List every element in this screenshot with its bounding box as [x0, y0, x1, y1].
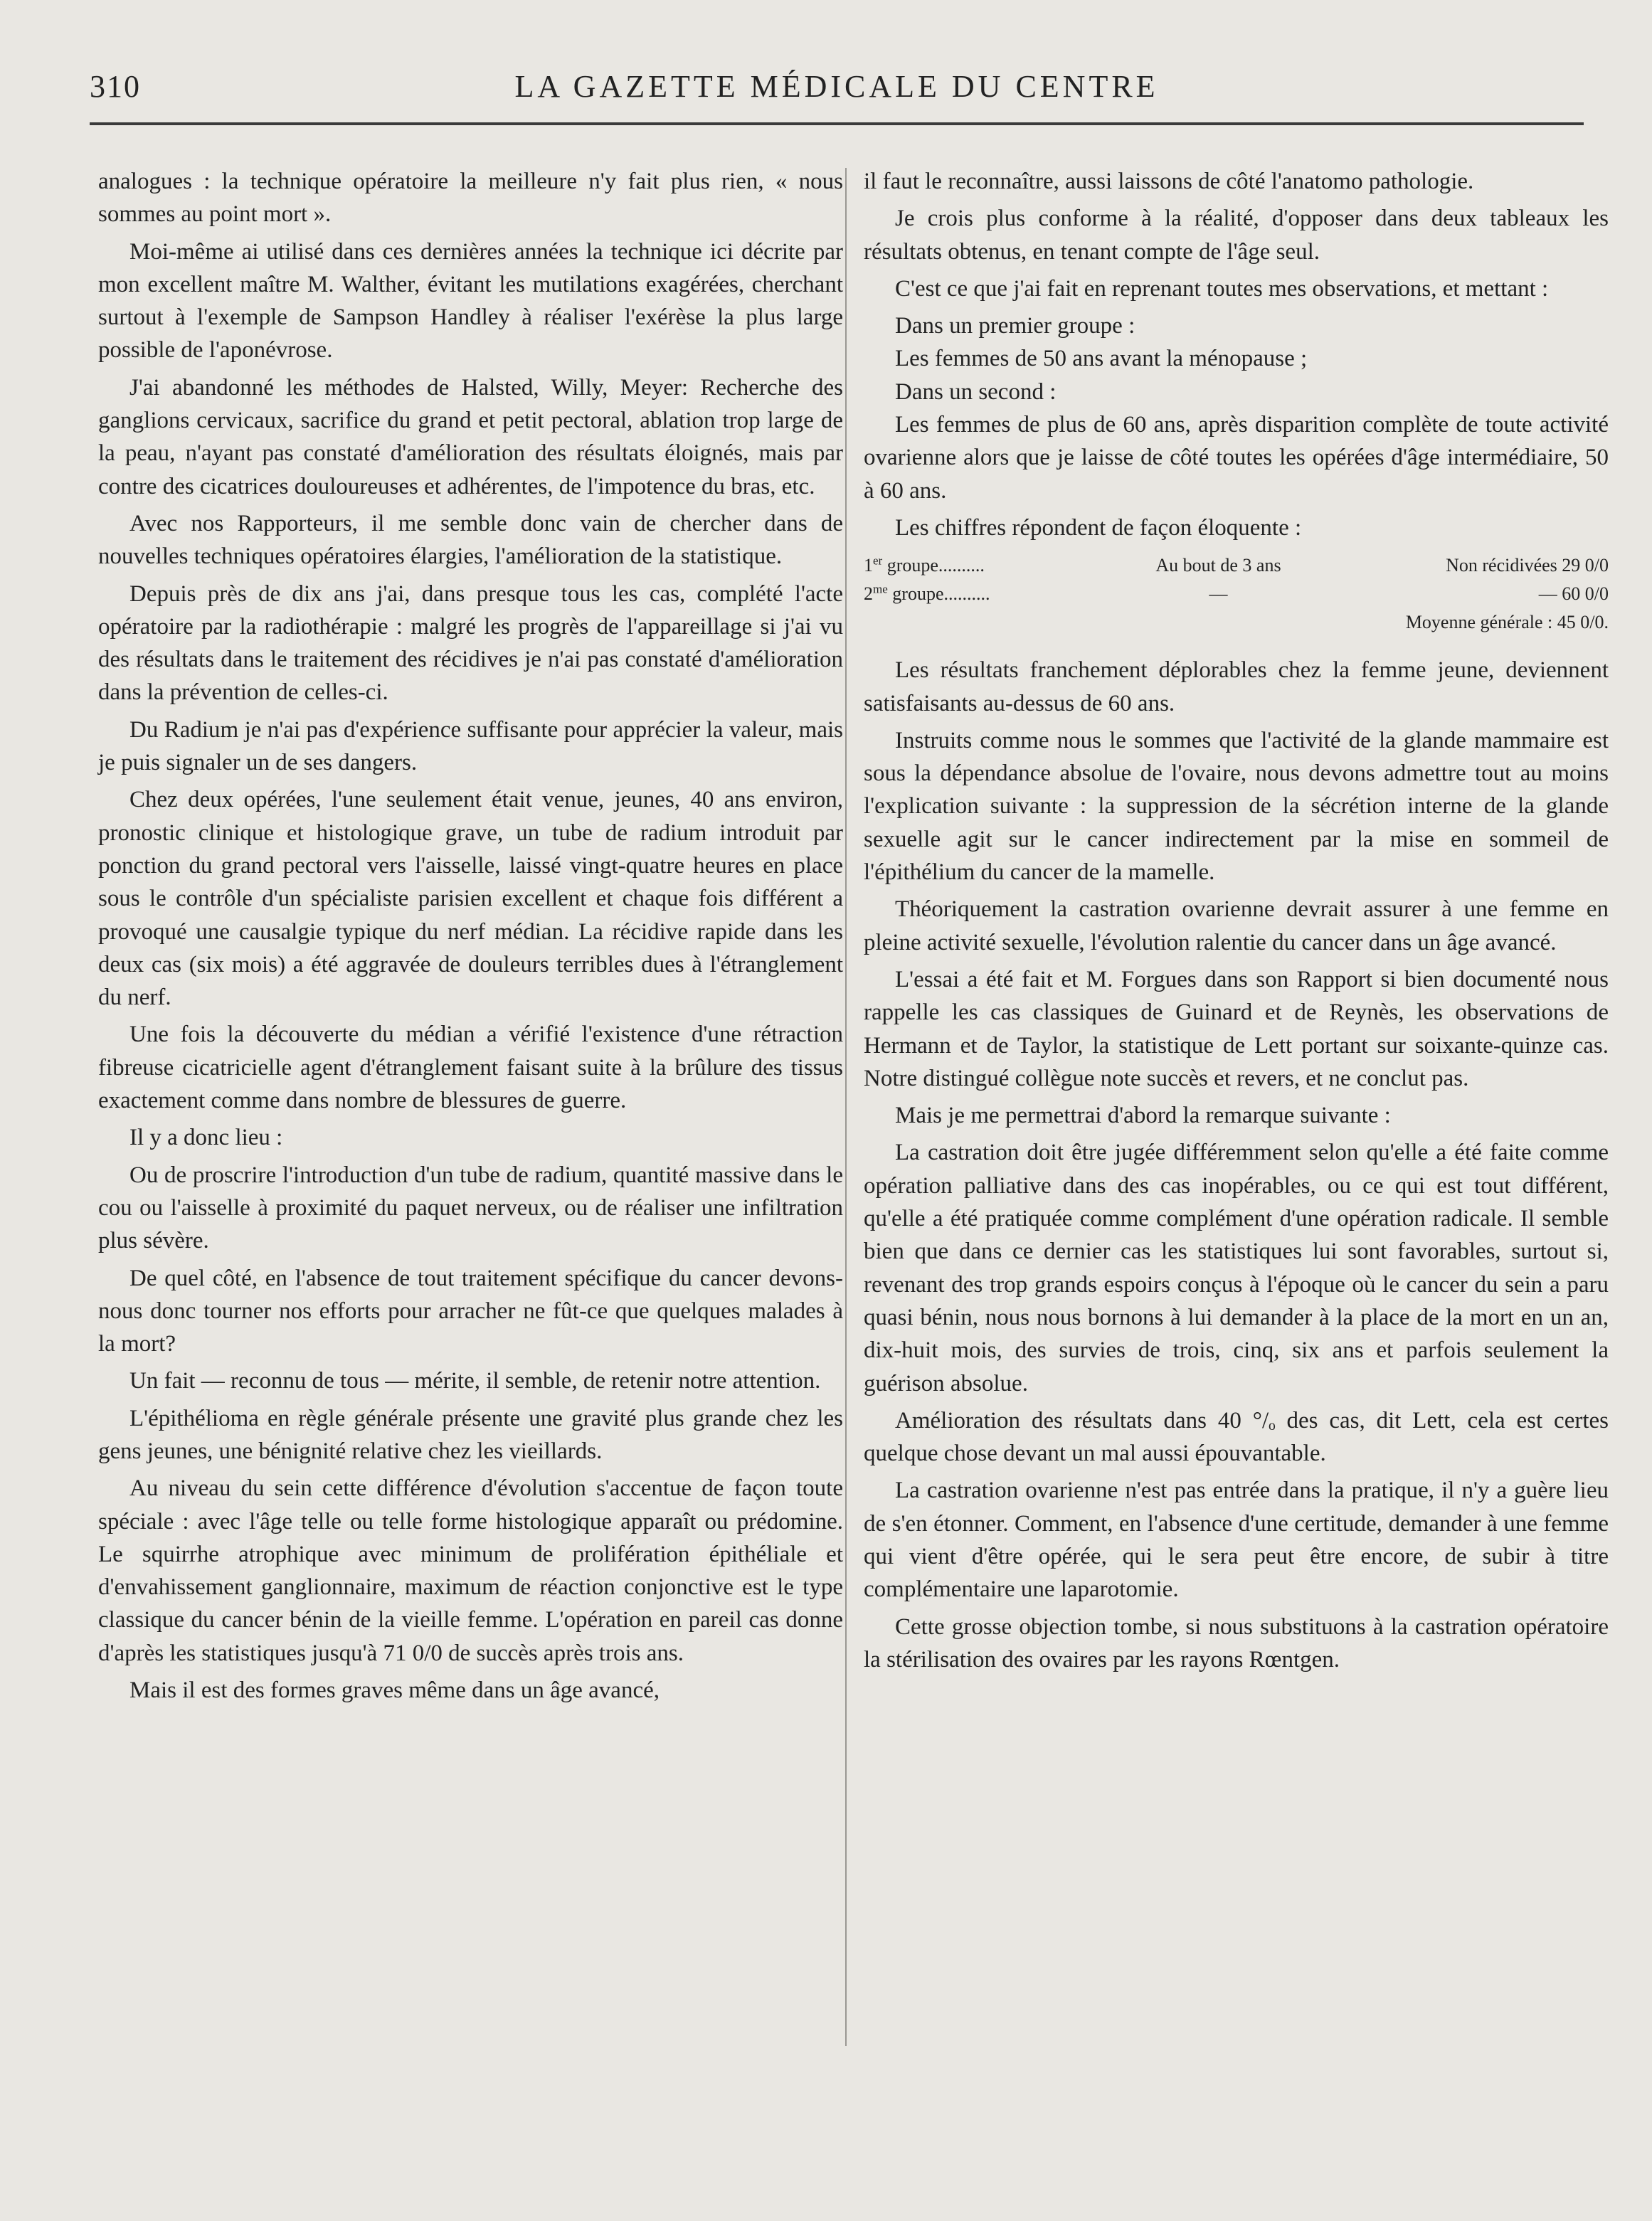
page-header	[90, 68, 1584, 115]
paragraph: Cette grosse objection tombe, si nous substituons à la castration opératoire la stérilisation des ovaires par les rayons Rœntgen.	[864, 1613, 1609, 1673]
table-row	[864, 580, 1609, 608]
paragraph: L'épithélioma en règle générale présente une gravité plus grande chez les gens jeunes, une bénignité relative chez les vieillards.	[98, 1405, 843, 1464]
paragraph: Ou de proscrire l'introduction d'un tube de radium, quantité massive dans le cou ou l'aisselle à proximité du paquet nerveux, ou de réaliser une infiltration plus sévère.	[98, 1162, 843, 1254]
paragraph: Dans un second :	[895, 378, 1057, 405]
paragraph: Depuis près de dix ans j'ai, dans presque tous les cas, complété l'acte opératoire par la radiothérapie : malgré les progrès de l'appareillage si j'ai vu des résultats dans le traitement des récidives je n'ai pas constaté d'amélioration dans la prévention de celles-ci.	[98, 581, 843, 706]
paragraph: Dans un premier groupe :	[895, 313, 1135, 339]
paragraph: Amélioration des résultats dans 40 °/ₒ des cas, dit Lett, cela est certes quelque chose devant un mal aussi épouvantable.	[864, 1407, 1609, 1467]
paragraph: Moi-même ai utilisé dans ces dernières années la technique ici décrite par mon excellent maître M. Walther, évitant les mutilations exagérées, cherchant surtout à l'exemple de Sampson Handley à réaliser l'exérèse la plus large possible de l'aponévrose.	[98, 238, 843, 364]
column-divider	[845, 168, 847, 2046]
paragraph: Théoriquement la castration ovarienne devrait assurer à une femme en pleine activité sexuelle, l'évolution ralentie du cancer dans un âge avancé.	[864, 896, 1609, 955]
period-cell: —	[1209, 583, 1228, 605]
paragraph: Mais je me permettrai d'abord la remarque suivante :	[895, 1103, 1391, 1129]
paragraph: Un fait — reconnu de tous — mérite, il semble, de retenir notre attention.	[129, 1368, 821, 1394]
paragraph: L'essai a été fait et M. Forgues dans son Rapport si bien documenté nous rappelle les cas classiques de Guinard et de Reynès, les observations de Hermann et de Taylor, la statistique de Lett portant sur soixante-quinze cas. Notre distingué collègue note succès et revers, et ne conclut pas.	[864, 966, 1609, 1091]
paragraph: Les femmes de 50 ans avant la ménopause ;	[895, 346, 1308, 372]
group-cell: 1er groupe..........	[864, 553, 985, 576]
paragraph: Mais il est des formes graves même dans un âge avancé,	[129, 1677, 660, 1704]
paragraph: C'est ce que j'ai fait en reprenant toutes mes observations, et mettant :	[895, 275, 1549, 302]
table-row	[864, 551, 1609, 580]
header-rule	[90, 122, 1584, 125]
result-cell: Non récidivées 29 0/0	[1446, 555, 1609, 576]
average-line: Moyenne générale : 45 0/0.	[1405, 612, 1609, 633]
right-column	[864, 165, 1609, 1680]
paragraph: Les femmes de plus de 60 ans, après disparition complète de toute activité ovarienne alors que je laisse de côté toutes les opérées d'âge intermédiaire, 50 à 60 ans.	[864, 412, 1609, 504]
group-cell: $2^{me}$ groupe..........	[864, 582, 990, 605]
page-number: 310	[90, 69, 141, 104]
period-cell: Au bout de 3 ans	[1155, 555, 1281, 576]
paragraph: Une fois la découverte du médian a vérifié l'existence d'une rétraction fibreuse cicatricielle agent d'étranglement faisant suite à la brûlure des tissus exactement comme dans nombre de blessures de guerre.	[98, 1022, 843, 1114]
paragraph: De quel côté, en l'absence de tout traitement spécifique du cancer devons-nous donc tourner nos efforts pour arracher ne fût-ce que quelques malades à la mort?	[98, 1265, 843, 1357]
paragraph: Les résultats franchement déplorables chez la femme jeune, deviennent satisfaisants au-dessus de 60 ans.	[864, 657, 1609, 716]
paragraph: Je crois plus conforme à la réalité, d'opposer dans deux tableaux les résultats obtenus, en tenant compte de l'âge seul.	[864, 206, 1609, 265]
left-column	[98, 165, 843, 1711]
paragraph: La castration ovarienne n'est pas entrée dans la pratique, il n'y a guère lieu de s'en étonner. Comment, en l'absence d'une certitude, demander à une femme qui vient d'être opérée, qui le sera peut être encore, de subir à titre complémentaire une laparotomie.	[864, 1478, 1609, 1603]
journal-title: LA GAZETTE MÉDICALE DU CENTRE	[514, 69, 1159, 104]
paragraph: La castration doit être jugée différemment selon qu'elle a été faite comme opération palliative dans des cas inopérables, ou ce qui est tout différent, qu'elle a été pratiquée comme complément d'une opération radicale. Il semble bien que dans ce dernier cas les statistiques lui sont favorables, surtout si, revenant des trop grands espoirs conçus à l'époque où le cancer du sein a paru quasi bénin, nous nous bornons à lui demander à la place de la mort en un an, dix-huit mois, des survies de trois, cinq, six ans et parfois seulement la guérison absolue.	[864, 1140, 1609, 1396]
paragraph: Les chiffres répondent de façon éloquente :	[895, 514, 1302, 541]
paragraph: analogues : la technique opératoire la meilleure n'y fait plus rien, « nous sommes au point mort ».	[98, 169, 843, 228]
paragraph: Avec nos Rapporteurs, il me semble donc vain de chercher dans de nouvelles techniques opératoires élargies, l'amélioration de la statistique.	[98, 510, 843, 570]
paragraph: il faut le reconnaître, aussi laissons de côté l'anatomo pathologie.	[864, 169, 1474, 194]
result-cell: — 60 0/0	[1538, 583, 1609, 605]
paragraph: Du Radium je n'ai pas d'expérience suffisante pour apprécier la valeur, mais je puis signaler un de ses dangers.	[98, 716, 843, 776]
paragraph: Il y a donc lieu :	[129, 1125, 283, 1151]
paragraph: J'ai abandonné les méthodes de Halsted, Willy, Meyer: Recherche des ganglions cervicaux, sacrifice du grand et petit pectoral, ablation trop large de la peau, n'ayant pas constaté d'amélioration des résultats éloignés, mais par contre des cicatrices douloureuses et adhérentes, de l'impotence du bras, etc.	[98, 374, 843, 499]
results-table	[864, 551, 1609, 637]
paragraph: Instruits comme nous le sommes que l'activité de la glande mammaire est sous la dépendance absolue de l'ovaire, nous devons admettre tout au moins l'explication suivante : la suppression de la sécrétion interne de la glande sexuelle agit sur le cancer indirectement par la mise en sommeil de l'épithélium du cancer de la mamelle.	[864, 727, 1609, 886]
paragraph: Chez deux opérées, l'une seulement était venue, jeunes, 40 ans environ, pronostic clinique et histologique grave, un tube de radium introduit par ponction du grand pectoral vers l'aisselle, laissé vingt-quatre heures en place sous le contrôle d'un spécialiste parisien excellent et chaque fois différent a provoqué une causalgie typique du nerf médian. La récidive rapide dans les deux cas (six mois) a été aggravée de douleurs terribles dues à l'étranglement du nerf.	[98, 787, 843, 1011]
paragraph: Au niveau du sein cette différence d'évolution s'accentue de façon toute spéciale : avec l'âge telle ou telle forme histologique apparaît ou prédomine. Le squirrhe atrophique avec minimum de prolifération épithéliale et d'envahissement ganglionnaire, maximum de réaction conjonctive est le type classique du cancer bénin de la vieille femme. L'opération en pareil cas donne d'après les statistiques jusqu'à 71 0/0 de succès après trois ans.	[98, 1475, 843, 1666]
